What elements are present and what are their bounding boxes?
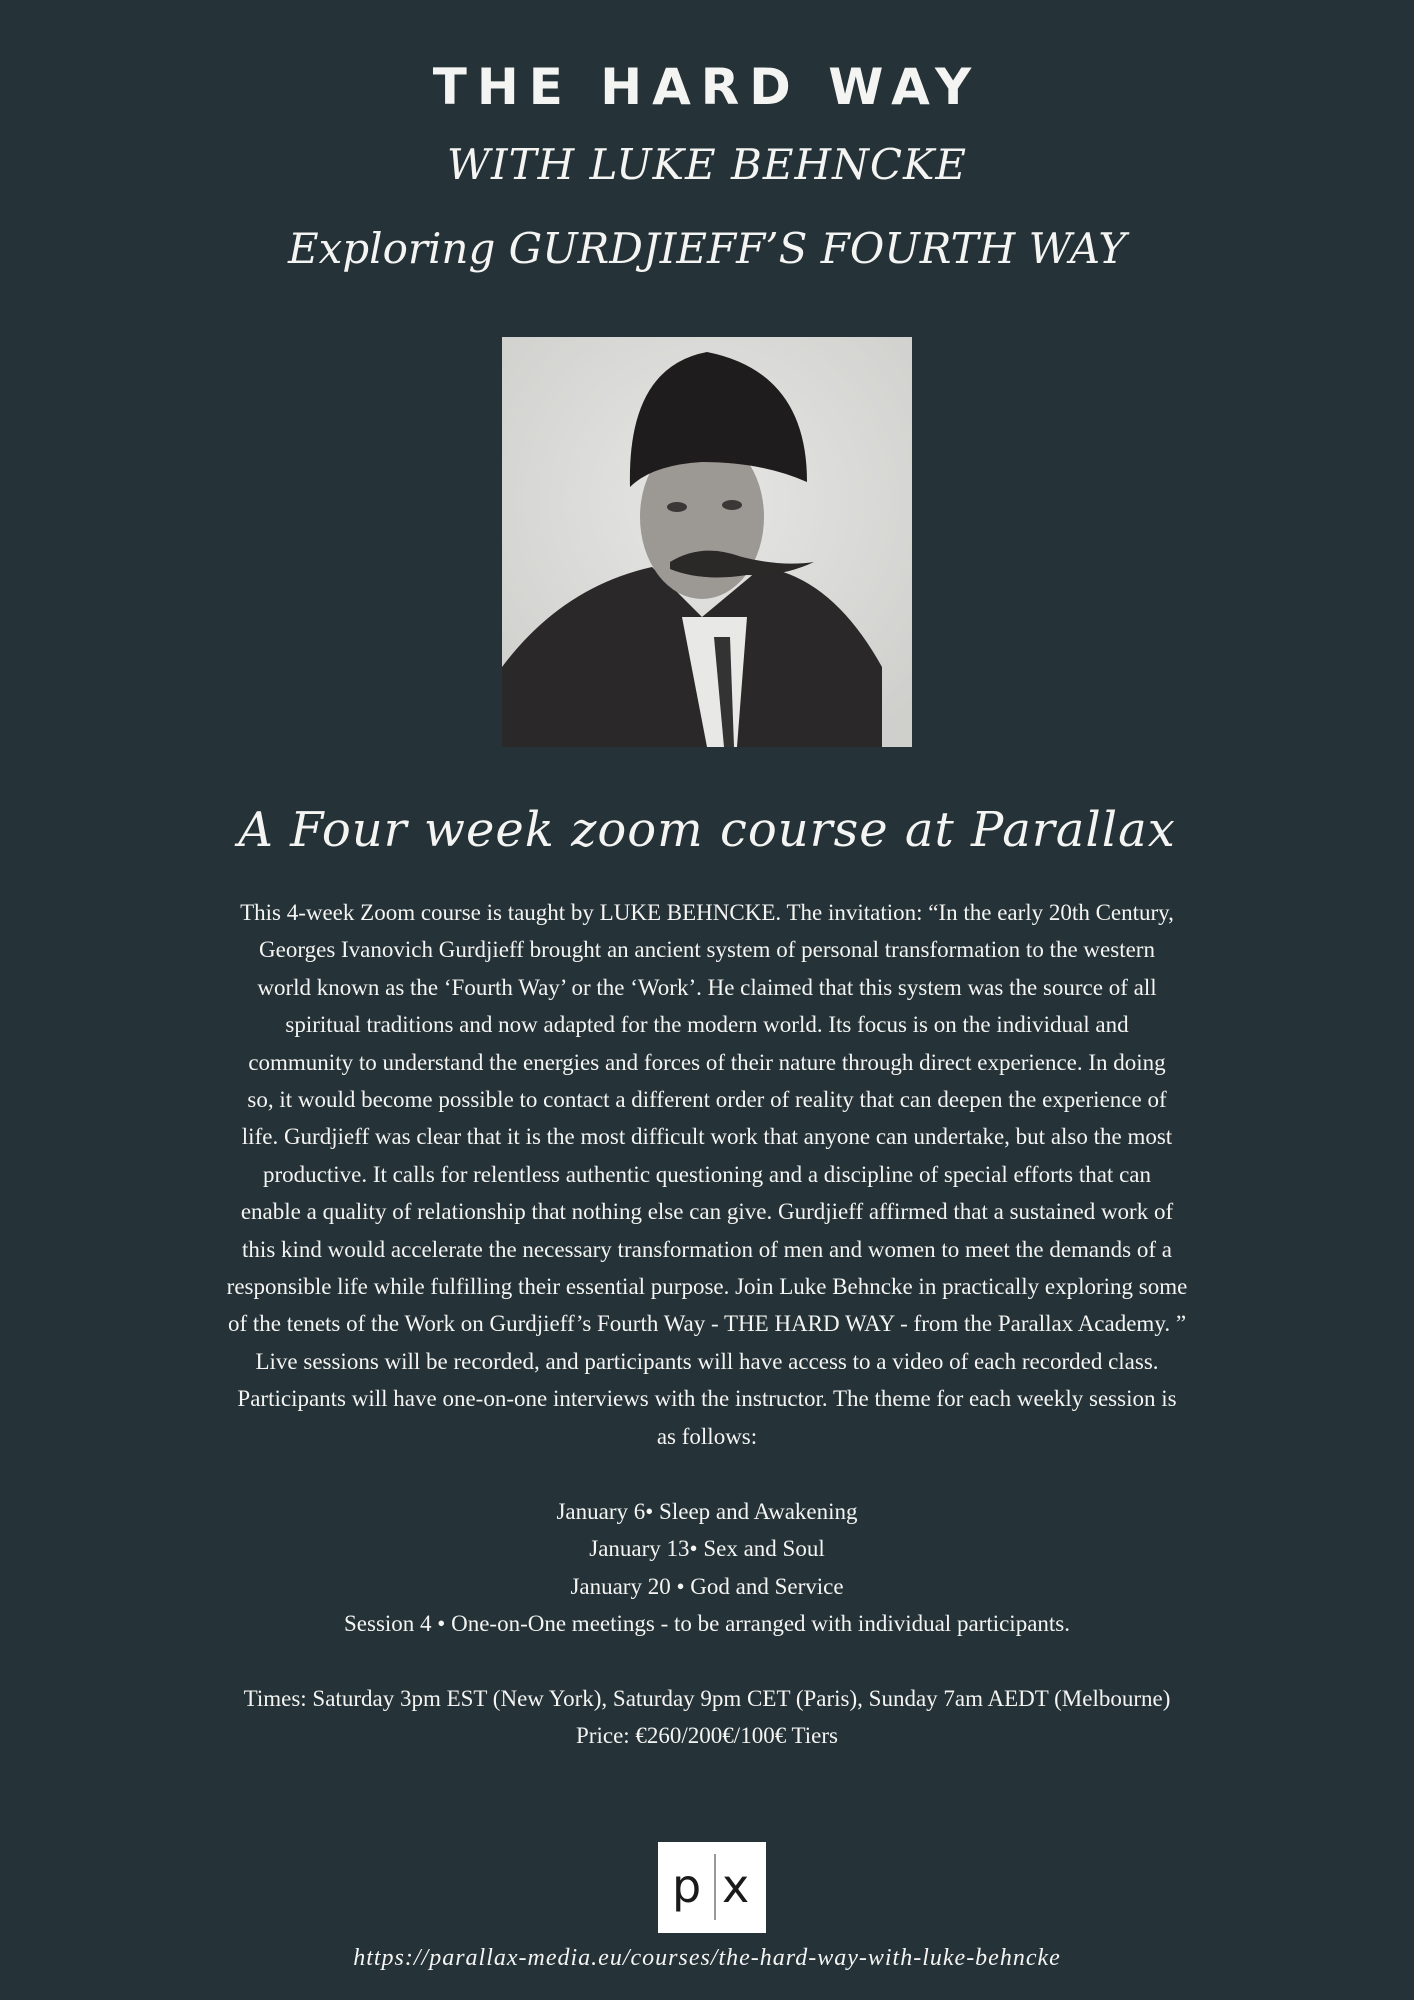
session-item: Session 4 • One-on-One meetings - to be arranged with individual participants. — [344, 1611, 1070, 1637]
description-line: as follows: — [656, 1423, 758, 1449]
description-line: This 4-week Zoom course is taught by LUKE BEHNCKE. The invitation: “In the early 20th Century, — [240, 900, 1174, 925]
description-line: community to understand the energies and forces of their nature through direct experience. In doing — [248, 1049, 1166, 1075]
description-line: Georges Ivanovich Gurdjieff brought an ancient system of personal transformation to the western — [259, 937, 1155, 963]
session-item: January 6• Sleep and Awakening — [556, 1499, 858, 1524]
session-item: January 20 • God and Service — [570, 1573, 844, 1599]
session-item: January 13• Sex and Soul — [589, 1536, 825, 1562]
tagline: Exploring GURDJIEFF’S FOURTH WAY — [287, 224, 1127, 273]
description-line: life. Gurdjieff was clear that it is the most difficult work that anyone can undertake, but also the most — [241, 1124, 1173, 1150]
description-line: Participants will have one-on-one interviews with the instructor. The theme for each weekly session is — [237, 1386, 1177, 1412]
svg-text:p: p — [672, 1859, 702, 1913]
times-text: Times: Saturday 3pm EST (New York), Saturday 9pm CET (Paris), Sunday 7am AEDT (Melbourne) — [243, 1686, 1171, 1711]
svg-text:x: x — [722, 1859, 750, 1913]
description-line: this kind would accelerate the necessary transformation of men and women to meet the demands of a — [242, 1236, 1172, 1262]
description-line: world known as the ‘Fourth Way’ or the ‘Work’. He claimed that this system was the source of all — [257, 974, 1157, 1000]
page-title: THE HARD WAY — [432, 58, 982, 116]
description-line: of the tenets of the Work on Gurdjieff’s Fourth Way - THE HARD WAY - from the Parallax Academy. ” — [227, 1311, 1187, 1337]
price-text: Price: €260/200€/100€ Tiers — [576, 1723, 838, 1748]
portrait-photo — [502, 337, 912, 747]
subtitle: WITH LUKE BEHNCKE — [446, 140, 968, 189]
description-line: spiritual traditions and now adapted for the modern world. Its focus is on the individual and — [285, 1012, 1129, 1038]
description-line: responsible life while fulfilling their essential purpose. Join Luke Behncke in practically exploring some — [226, 1274, 1188, 1299]
course-heading: A Four week zoom course at Parallax — [238, 802, 1176, 858]
description-line: so, it would become possible to contact a different order of reality that can deepen the experience of — [247, 1087, 1167, 1112]
course-url-link[interactable]: https://parallax-media.eu/courses/the-hard-way-with-luke-behncke — [353, 1945, 1061, 1971]
description-line: enable a quality of relationship that nothing else can give. Gurdjieff affirmed that a sustained work of — [240, 1199, 1174, 1225]
description-line: Live sessions will be recorded, and participants will have access to a video of each recorded class. — [255, 1348, 1159, 1374]
description-line: productive. It calls for relentless authentic questioning and a discipline of special efforts that can — [263, 1161, 1151, 1187]
parallax-logo — [658, 1842, 766, 1933]
